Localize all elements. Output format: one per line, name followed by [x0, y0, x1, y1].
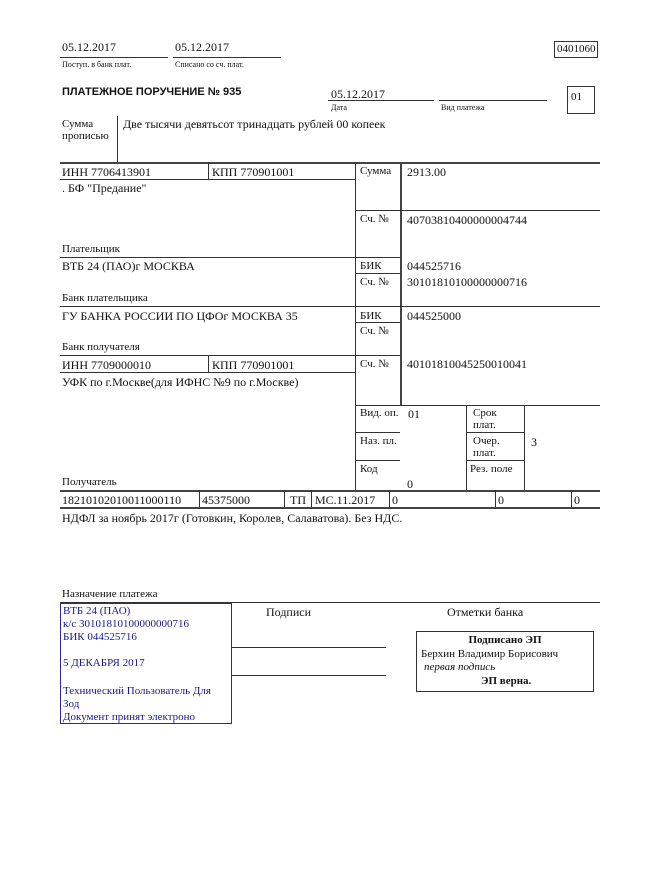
tax-basis: ТП [290, 493, 306, 507]
payer-bank-account: 30101810100000000716 [407, 275, 527, 289]
esign-signer: Берхин Владимир Борисович [421, 648, 559, 660]
divider [60, 490, 600, 492]
debited-label: Списано со сч. плат. [175, 60, 244, 69]
signature-line-1 [232, 647, 386, 648]
payer-name: . БФ "Предание" [62, 181, 147, 195]
code-label: Код [360, 463, 378, 475]
signatures-label: Подписи [266, 605, 312, 619]
stamp-user-1: Технический Пользователь Для [63, 685, 211, 697]
payee-account: 40101810045250010041 [407, 357, 527, 371]
divider [355, 405, 600, 406]
divider [466, 432, 524, 433]
bank-marks-label: Отметки банка [447, 605, 524, 619]
divider [60, 257, 400, 258]
amount-words-value: Две тысячи девятьсот тринадцать рублей 00 копеек [123, 117, 386, 131]
payment-type-label: Вид платежа [441, 103, 485, 112]
code-value: 0 [407, 477, 413, 491]
tax-type: 0 [574, 493, 580, 507]
divider [355, 273, 400, 274]
payee-label: Получатель [62, 476, 117, 488]
payer-bik: 044525716 [407, 259, 461, 273]
stamp-user-2: Зод [63, 698, 80, 710]
divider [60, 507, 600, 509]
divider [439, 100, 547, 101]
payee-bik: 044525000 [407, 309, 461, 323]
divider [208, 162, 209, 179]
divider [466, 405, 467, 490]
payee-inn: ИНН 7709000010 [62, 358, 151, 372]
status-code: 01 [567, 86, 595, 114]
divider [60, 57, 168, 58]
esign-signed: Подписано ЭП [468, 634, 542, 646]
payee-bank-name: ГУ БАНКА РОССИИ ПО ЦФОг МОСКВА 35 [62, 309, 298, 323]
divider [117, 116, 118, 162]
divider [173, 57, 281, 58]
stamp-corr-account: к/с 30101810100000000716 [63, 618, 190, 630]
divider [355, 460, 400, 461]
divider [60, 355, 400, 356]
divider [355, 162, 356, 490]
payer-account-label: Сч. № [360, 213, 389, 225]
payer-label: Плательщик [62, 243, 120, 255]
divider [466, 460, 524, 461]
received-date: 05.12.2017 [62, 40, 116, 54]
form-code: 0401060 [554, 41, 598, 58]
priority-value: 3 [531, 435, 537, 449]
document-date: 05.12.2017 [331, 87, 385, 101]
divider [495, 490, 496, 507]
payer-bank-name: ВТБ 24 (ПАО)г МОСКВА [62, 259, 195, 273]
payer-inn: ИНН 7706413901 [62, 165, 151, 179]
doc-date: 0 [498, 493, 504, 507]
payer-kpp: КПП 770901001 [212, 165, 295, 179]
divider [60, 162, 600, 164]
debited-date: 05.12.2017 [175, 40, 229, 54]
payer-bik-label: БИК [360, 260, 382, 272]
divider [60, 306, 600, 307]
payee-kpp: КПП 770901001 [212, 358, 295, 372]
amount-value: 2913.00 [407, 165, 446, 179]
payee-name: УФК по г.Москве(для ИФНС №9 по г.Москве) [62, 375, 299, 389]
payer-account: 40703810400000004744 [407, 213, 527, 227]
payer-bank-account-label: Сч. № [360, 276, 389, 288]
op-type-label: Вид. оп. [360, 407, 399, 419]
esign-verified: ЭП верна. [481, 675, 532, 687]
payer-bank-label: Банк плательщика [62, 292, 148, 304]
stamp-bik: БИК 044525716 [63, 631, 137, 643]
divider [524, 405, 525, 490]
page-title: ПЛАТЕЖНОЕ ПОРУЧЕНИЕ № 935 [62, 86, 242, 98]
divider [400, 162, 402, 406]
purpose-label: Назначение платежа [62, 588, 158, 600]
esign-type: первая подпись [424, 661, 496, 673]
term-label-1: Срок [473, 407, 497, 419]
divider [355, 432, 400, 433]
stamp-date: 5 ДЕКАБРЯ 2017 [63, 657, 145, 669]
kbk: 18210102010011000110 [62, 493, 182, 507]
divider [199, 490, 200, 507]
amount-label: Сумма [360, 165, 392, 177]
priority-label-1: Очер. [473, 435, 500, 447]
received-label: Поступ. в банк плат. [62, 60, 132, 69]
divider [571, 490, 572, 507]
priority-label-2: плат. [473, 447, 496, 459]
stamp-bank-name: ВТБ 24 (ПАО) [63, 605, 131, 617]
purpose-code-label: Наз. пл. [360, 435, 397, 447]
purpose-text: НДФЛ за ноябрь 2017г (Готовкин, Королев, Салаватова). Без НДС. [62, 511, 403, 525]
payee-bank-label: Банк получателя [62, 341, 140, 353]
term-label-2: плат. [473, 419, 496, 431]
payee-bik-label: БИК [360, 310, 382, 322]
divider [355, 210, 600, 211]
payee-account-label: Сч. № [360, 358, 389, 370]
divider [208, 355, 209, 372]
divider [60, 372, 355, 373]
divider [389, 490, 390, 507]
divider [328, 100, 434, 101]
payee-bank-account-label: Сч. № [360, 325, 389, 337]
signature-line-2 [232, 675, 386, 676]
divider [355, 322, 400, 323]
op-type-value: 01 [408, 407, 420, 421]
divider [60, 179, 355, 180]
amount-words-label-2: прописью [62, 130, 109, 142]
divider [311, 490, 312, 507]
tax-period: МС.11.2017 [315, 493, 376, 507]
divider [284, 490, 285, 507]
date-label: Дата [331, 103, 347, 112]
oktmo: 45375000 [202, 493, 250, 507]
amount-words-label-1: Сумма [62, 118, 94, 130]
stamp-accepted: Документ принят электроно [63, 711, 196, 723]
doc-number: 0 [392, 493, 398, 507]
reserve-label: Рез. поле [470, 463, 513, 475]
